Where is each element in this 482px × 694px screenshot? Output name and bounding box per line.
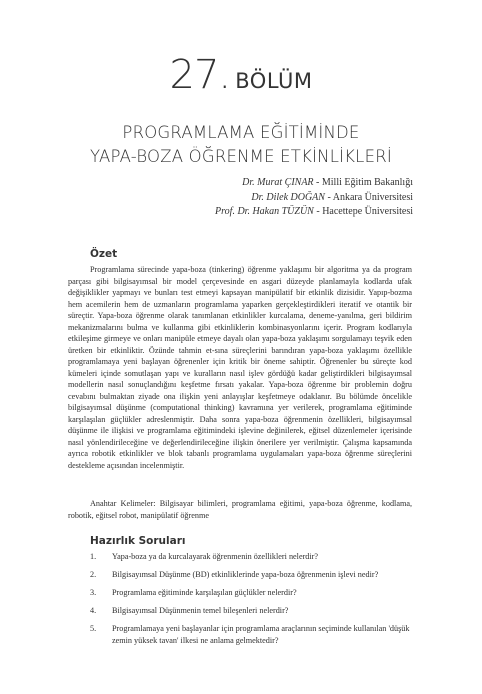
question-item (90, 587, 412, 599)
chapter-title (0, 121, 482, 169)
question-item (90, 623, 412, 646)
question-text: Yapa-boza ya da kurcalayarak öğrenmenin özellikleri nelerdir? (112, 552, 319, 561)
question-number: 3. (90, 588, 97, 597)
abstract-heading: Özet (90, 248, 118, 260)
author-entry (215, 176, 413, 191)
chapter-title-line-2: YAPA-BOZA ÖĞRENME ETKİNLİKLERİ (90, 147, 392, 166)
chapter-number: 27. (169, 52, 231, 98)
question-text: Programlama eğitiminde karşılaşılan güçlükler nelerdir? (112, 588, 297, 597)
chapter-title-line-1: PROGRAMLAMA EĞİTİMİNDE (122, 123, 360, 142)
question-number: 4. (90, 606, 97, 615)
author-affiliation: - Milli Eğitim Bakanlığı (313, 177, 413, 188)
question-item (90, 605, 412, 617)
author-list (215, 176, 413, 220)
question-text: Bilgisayımsal Düşünme (BD) etkinliklerinde yapa-boza öğrenmenin işlevi nedir? (112, 570, 379, 579)
author-entry (215, 205, 413, 220)
questions-list (90, 551, 412, 653)
question-text: Programlamaya yeni başlayanlar için programlama araçlarının seçiminde kullanılan 'düşük zemin yüksek tavan' ilkesi ne anlama gelmektedir? (112, 624, 410, 645)
chapter-word: BÖLÜM (235, 69, 313, 93)
author-name: Dr. Murat ÇINAR (242, 177, 314, 188)
question-number: 2. (90, 570, 97, 579)
question-number: 5. (90, 624, 97, 633)
author-entry (215, 191, 413, 206)
question-text: Bilgisayımsal Düşünmenin temel bileşenleri nelerdir? (112, 606, 289, 615)
questions-heading: Hazırlık Soruları (90, 535, 186, 547)
question-item (90, 569, 412, 581)
author-name: Dr. Dilek DOĞAN (251, 191, 325, 203)
chapter-heading (0, 52, 482, 98)
keywords-paragraph: Anahtar Kelimeler: Bilgisayar bilimleri, programlama eğitimi, yapa-boza öğrenme, kodlama, robotik, eğitsel robot, manipülatif öğrenme (68, 499, 412, 520)
question-item (90, 551, 412, 563)
author-affiliation: - Hacettepe Üniversitesi (313, 206, 413, 217)
author-name: Prof. Dr. Hakan TÜZÜN (215, 206, 314, 217)
author-affiliation: - Ankara Üniversitesi (324, 191, 413, 203)
question-number: 1. (90, 552, 97, 561)
abstract-body: Programlama sürecinde yapa-boza (tinkering) öğrenme yaklaşımı bir algoritma ya da program parçası gibi bilgisayımsal bir model çerçevesinde en asgari düzeyde planlamayla kodlarda ufak değişiklikler yapmayı ve bunları test etmeyi kapsayan manipülatif bir etkinlik dizisidir. Yapıp-bozma hem acemilerin hem de uzmanların programlama yaparken gerçekleştirdikleri iteratif ve otantik bir süreçtir. Yapa-boza öğrenme olarak tanımlanan etkinlikler kurcalama, deneme-yanılma, geri bildirim mekanizmalarını bulma ve kullanma gibi etkinliklerin kombinasyonlarını içerir. Program kodlarıyla etkileşime girmeye ve onları manipüle etmeye dayalı olan yapa-boza yaklaşımı sorgulamayı teşvik eden üretken bir etkinliktir. Özünde tahmin et-sına süreçlerini barındıran yapa-boza yaklaşımı özellikle programlamaya yeni başlayan öğrenenler için kritik bir öneme sahiptir. Öğrenenler bu süreçte kod kümeleri içinde somutlaşan yapı ve kuralların nasıl işlev gördüğü kadar geliştirdikleri bilgisayımsal modellerin nasıl sonuçlandığını keşfetme fırsatı yakalar. Yapa-boza öğrenme bir problemin doğru cevabını bulmaktan ziyade ona ilişkin yeni anlayışlar keşfetmeye odaklanır. Bu bölümde öncelikle bilgisayımsal düşünme (computational thinking) kavramına yer verilerek, programlama eğitiminde karşılaşılan güçlükler adreslenmiştir. Daha sonra yapa-boza öğrenmenin özellikleri, bilgisayımsal düşünme ile ilişkisi ve programlama eğitimindeki işlevine değinilerek, eğitsel düzenlemeler içerisinde nasıl yönlendirileceğine ve değerlendirileceğine ilişkin önerilere yer verilmiştir. Çalışma kapsamında ayrıca robotik etkinlikler ve blok tabanlı programlama uygulamaları yapa-boza öğrenme süreçlerini destekleme açısından incelenmiştir. (68, 265, 412, 470)
